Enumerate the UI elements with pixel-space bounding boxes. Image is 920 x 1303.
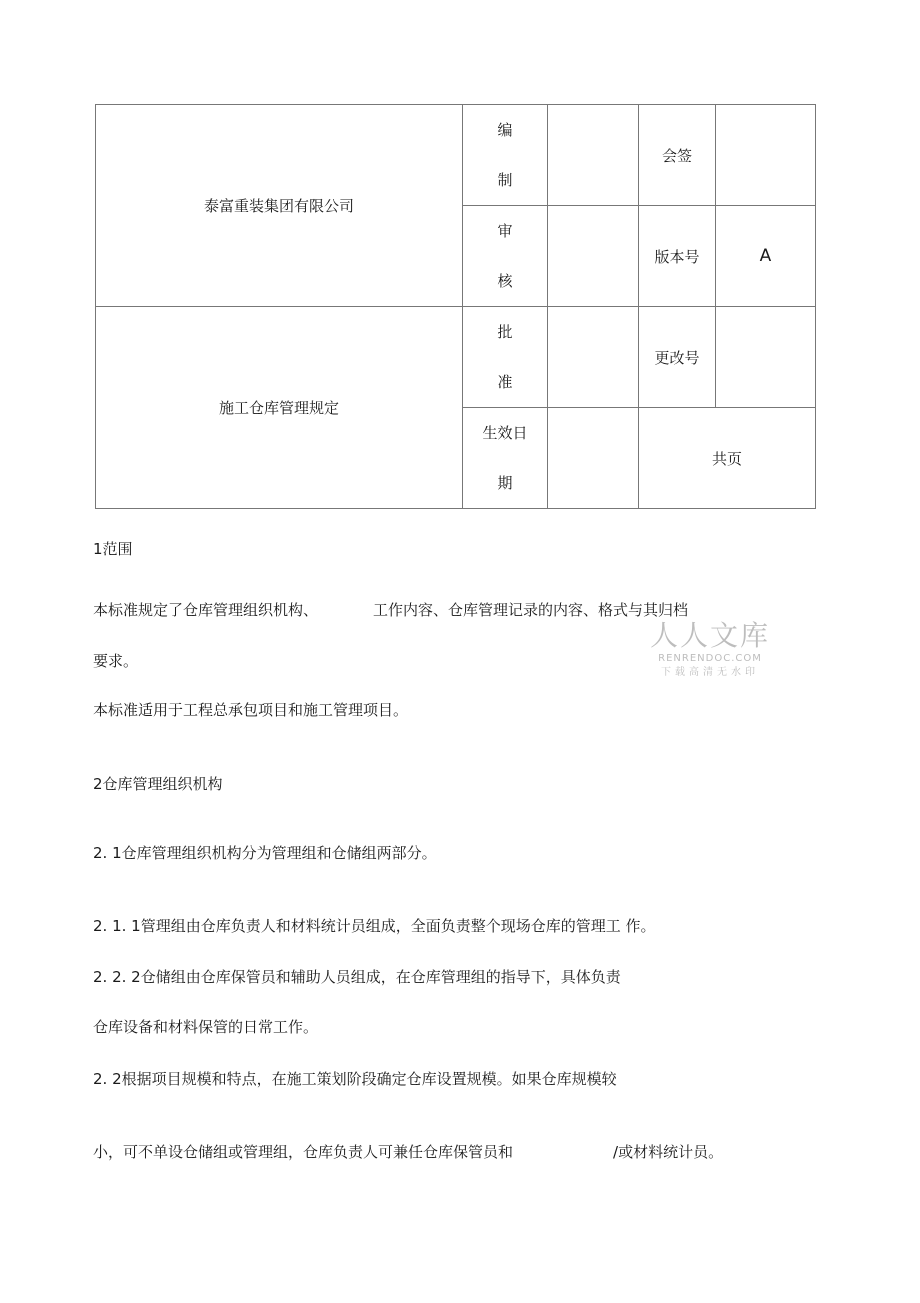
- watermark-subtitle: 下载高清无水印: [661, 667, 759, 678]
- s1-p1-part-b: 工作内容、仓库管理记录的内容、格式与其归档: [373, 601, 689, 619]
- compile-value-cell: [548, 105, 639, 206]
- version-value: A: [759, 246, 772, 266]
- effective-date-label-cell: [463, 408, 548, 509]
- section-2-2-2: 2. 2. 2仓储组由仓库保管员和辅助人员组成，在仓库管理组的指导下，具体负责: [93, 968, 621, 986]
- countersign-label: 会签: [661, 146, 692, 165]
- watermark-url: RENRENDOC.COM: [658, 653, 762, 664]
- change-no-label-cell: [639, 307, 716, 408]
- watermark-title: 人人文库: [649, 619, 770, 652]
- company-name: 泰富重装集团有限公司: [203, 197, 354, 215]
- version-label-cell: [639, 206, 716, 307]
- document-header-table: [95, 104, 816, 509]
- doc-title-cell: [96, 307, 463, 509]
- section-1-heading: 1范围: [93, 540, 133, 558]
- section-1-paragraph-2: 本标准适用于工程总承包项目和施工管理项目。: [93, 701, 409, 719]
- approve-label-cell: [463, 307, 548, 408]
- watermark: [645, 620, 775, 680]
- version-label: 版本号: [654, 247, 700, 266]
- effective-date-label-1: 生效日: [482, 424, 528, 442]
- section-2-1: 2. 1仓库管理组织机构分为管理组和仓储组两部分。: [93, 844, 437, 862]
- version-value-cell: [716, 206, 816, 307]
- pages-cell: [639, 408, 816, 509]
- section-2-heading: 2仓库管理组织机构: [93, 775, 223, 793]
- countersign-value-cell: [716, 105, 816, 206]
- doc-title: 施工仓库管理规定: [218, 399, 339, 417]
- review-label-cell: [463, 206, 548, 307]
- section-2-1-1: 2. 1. 1管理组由仓库负责人和材料统计员组成，全面负责整个现场仓库的管理工 作。: [93, 917, 656, 935]
- pages-label: 共页: [711, 449, 742, 468]
- section-2-2-2-cont: 仓库设备和材料保管的日常工作。: [93, 1018, 319, 1036]
- company-name-cell: [96, 105, 463, 307]
- compile-label-1: 编: [497, 121, 513, 139]
- change-no-value-cell: [716, 307, 816, 408]
- review-value-cell: [548, 206, 639, 307]
- compile-label-cell: [463, 105, 548, 206]
- approve-value-cell: [548, 307, 639, 408]
- s2-2-cont-part-b: /或材料统计员。: [613, 1143, 724, 1161]
- countersign-label-cell: [639, 105, 716, 206]
- s1-p1-part-a: 本标准规定了仓库管理组织机构、: [93, 601, 319, 619]
- effective-date-value-cell: [548, 408, 639, 509]
- change-no-label: 更改号: [654, 348, 700, 367]
- approve-label-2: 准: [497, 373, 513, 391]
- effective-date-label-2: 期: [497, 474, 513, 492]
- section-1-paragraph-1: [93, 599, 688, 620]
- approve-label-1: 批: [497, 323, 513, 341]
- review-label-1: 审: [497, 222, 513, 240]
- review-label-2: 核: [497, 272, 513, 290]
- section-2-2: 2. 2根据项目规模和特点，在施工策划阶段确定仓库设置规模。如果仓库规模较: [93, 1070, 617, 1088]
- compile-label-2: 制: [497, 171, 513, 189]
- section-1-paragraph-1-cont: 要求。: [93, 652, 139, 670]
- section-2-2-cont: [93, 1141, 723, 1162]
- s2-2-cont-part-a: 小，可不单设仓储组或管理组，仓库负责人可兼任仓库保管员和: [93, 1143, 514, 1161]
